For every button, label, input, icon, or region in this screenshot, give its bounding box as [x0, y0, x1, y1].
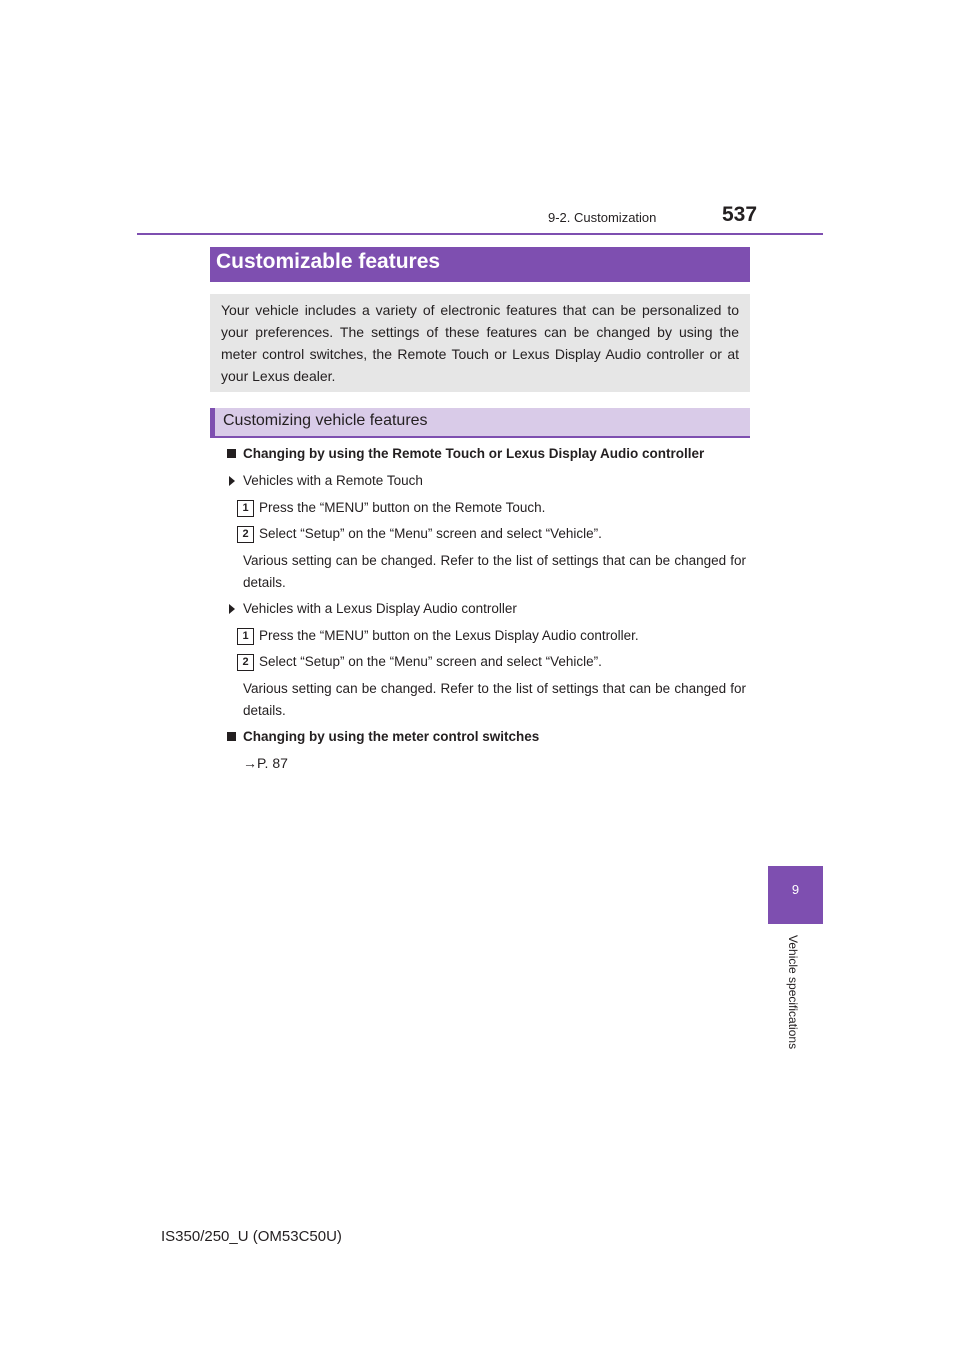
step-text: Select “Setup” on the “Menu” screen and select “Vehicle”.: [259, 526, 602, 541]
remote-touch-label: Vehicles with a Remote Touch: [243, 473, 423, 488]
header-divider: [137, 233, 823, 235]
chapter-label: [786, 935, 802, 1070]
chapter-label-text: Vehicle specifications: [786, 935, 800, 1050]
page-number: 537: [722, 203, 758, 226]
display-audio-label: Vehicles with a Lexus Display Audio controller: [243, 601, 517, 616]
step-text: Press the “MENU” button on the Remote Touch.: [259, 500, 546, 515]
subheading-accent: [210, 408, 215, 438]
remote-controller-heading-text: Changing by using the Remote Touch or Lexus Display Audio controller: [243, 446, 705, 461]
footer-model-code: IS350/250_U (OM53C50U): [161, 1228, 342, 1245]
page-title: Customizable features: [216, 250, 441, 273]
triangle-bullet-icon: [229, 604, 235, 614]
title-bar: [210, 247, 750, 282]
chapter-number: 9: [791, 882, 800, 897]
meter-heading-text: Changing by using the meter control switches: [243, 729, 540, 744]
square-bullet-icon: [227, 732, 236, 741]
intro-box: [210, 294, 750, 392]
step-number-badge: 2: [237, 654, 254, 671]
triangle-bullet-icon: [229, 476, 235, 486]
subheading-bar: [210, 408, 750, 438]
step-text: Select “Setup” on the “Menu” screen and select “Vehicle”.: [259, 654, 602, 669]
square-bullet-icon: [227, 449, 236, 458]
header-section-title: 9-2. Customization: [548, 210, 657, 225]
step-number-badge: 1: [237, 628, 254, 645]
subheading-text: Customizing vehicle features: [223, 412, 428, 429]
intro-text: Your vehicle includes a variety of electronic features that can be personalized to your preferences. The settings of these features can be changed by using the meter control switches, the Remote Touch or Lexus Display Audio controller or at your Lexus dealer.: [221, 302, 739, 384]
step-text: Press the “MENU” button on the Lexus Display Audio controller.: [259, 628, 639, 643]
remote-touch-note: Various setting can be changed. Refer to the list of settings that can be changed for details.: [243, 553, 746, 590]
display-audio-note: Various setting can be changed. Refer to the list of settings that can be changed for details.: [243, 681, 746, 718]
step-number-badge: 2: [237, 526, 254, 543]
step-number-badge: 1: [237, 500, 254, 517]
chapter-tab: [768, 866, 823, 924]
page-reference-link[interactable]: →P. 87: [243, 755, 288, 771]
